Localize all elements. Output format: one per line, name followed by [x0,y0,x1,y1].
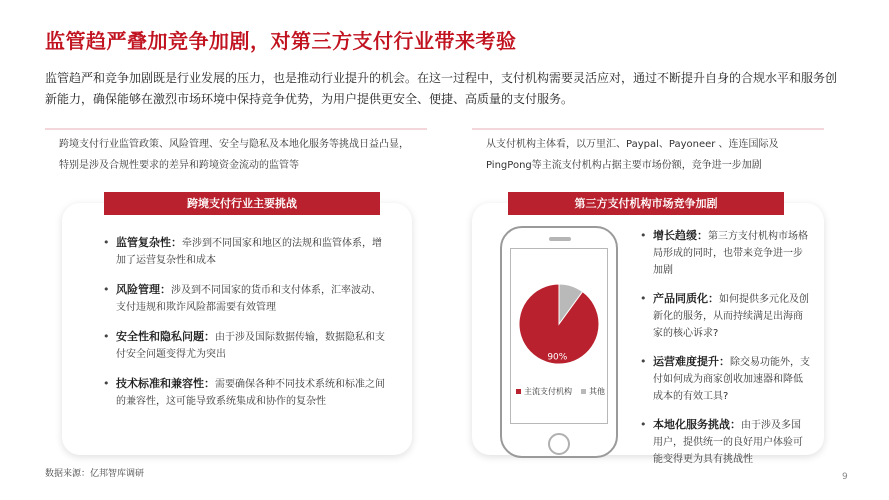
intro-paragraph: 监管趋严和竞争加剧既是行业发展的压力，也是推动行业提升的机会。在这一过程中，支付机构需要灵活应对，通过不断提升自身的合规水平和服务创新能力，确保能够在激烈市场环境中保持竞争优势，为用户提供更安全、便捷、高质量的支付服务。 [45,71,838,106]
data-source-note: 数据来源：亿邦智库调研 [45,469,145,479]
item-term: 安全性和隐私问题： [116,330,215,343]
item-term: 增长趋缓： [653,229,708,242]
list-item [640,227,810,279]
list-item [103,375,385,410]
pie-legend [516,386,605,397]
legend-item-other [581,386,605,397]
left-panel-heading: 跨境支付行业主要挑战 [104,192,380,215]
right-panel-heading: 第三方支付机构市场竞争加剧 [508,192,784,215]
legend-swatch [581,389,586,394]
item-term: 产品同质化： [653,292,719,305]
item-text: 除交易功能外，支付如何成为商家创收加速器和降低成本的有效工具? [653,357,810,402]
phone-home-button [548,433,570,455]
item-text: 如何提供多元化及创新化的服务，从而持续满足出海商家的核心诉求? [653,294,809,339]
left-challenge-list [103,234,385,422]
list-item [103,234,385,269]
item-term: 监管复杂性： [116,236,182,249]
item-text: 需要确保各种不同技术系统和标准之间的兼容性，这可能导致系统集成和协作的复杂性 [116,379,385,407]
legend-label: 主流支付机构 [524,387,572,396]
right-competition-list [640,227,810,479]
item-text: 牵涉到不同国家和地区的法规和监管体系，增加了运营复杂性和成本 [116,238,382,266]
list-item [640,416,810,468]
phone-speaker [549,237,571,241]
item-text: 由于涉及多国用户，提供统一的良好用户体验可能变得更为具有挑战性 [653,420,803,465]
left-summary-note: 跨境支付行业监管政策、风险管理、安全与隐私及本地化服务等挑战日益凸显，特别是涉及合规性要求的差异和跨境资金流动的监管等 [45,128,427,179]
item-term: 风险管理： [116,283,171,296]
right-summary-note: 从支付机构主体看，以万里汇、Paypal、Payoneer 、连连国际及PingPong等主流支付机构占据主要市场份额，竞争进一步加剧 [472,128,824,179]
list-item [640,290,810,342]
item-text: 第三方支付机构市场格局形成的同时，也带来竞争进一步加剧 [653,231,808,276]
legend-item-mainstream [516,386,572,397]
item-text: 由于涉及国际数据传输，数据隐私和支付安全问题变得尤为突出 [116,332,385,360]
page-number: 9 [842,472,848,482]
page-title: 监管趋严叠加竞争加剧，对第三方支付行业带来考验 [45,29,517,53]
market-share-pie-chart [518,283,600,365]
list-item [103,328,385,363]
list-item [640,353,810,405]
pie-data-label: 90% [547,352,568,363]
item-term: 运营难度提升： [653,355,730,368]
item-text: 涉及到不同国家的货币和支付体系，汇率波动、支付违规和欺诈风险都需要有效管理 [116,285,381,313]
list-item [103,281,385,316]
item-term: 本地化服务挑战： [653,418,741,431]
legend-label: 其他 [589,387,605,396]
legend-swatch [516,389,521,394]
item-term: 技术标准和兼容性： [116,377,215,390]
